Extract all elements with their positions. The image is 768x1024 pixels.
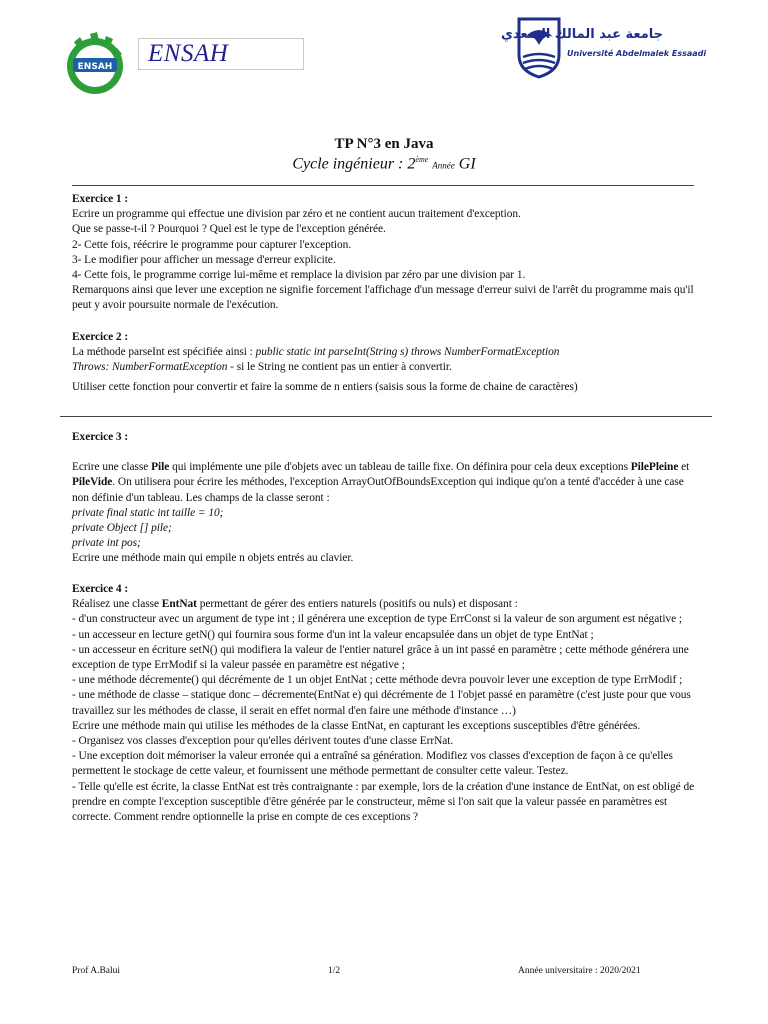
exercice-2-spec-signature: public static int parseInt(String s) throws NumberFormatException xyxy=(255,346,560,359)
exercice-3 xyxy=(72,430,700,567)
cycle-sup: ème xyxy=(415,155,429,164)
exercice-3-code-line: private Object [] pile; xyxy=(72,522,172,535)
section-divider xyxy=(60,416,712,417)
exercice-2 xyxy=(72,330,700,395)
exercice-3-heading: Exercice 3 : xyxy=(72,431,129,443)
footer-page-number: 1/2 xyxy=(328,966,341,976)
exercice-1 xyxy=(72,192,700,314)
exercice-1-line: 4- Cette fois, le programme corrige lui-même et remplace la division par zéro par une division par 1. xyxy=(72,269,526,282)
exercice-2-throws-text: - si le String ne contient pas un entier à convertir. xyxy=(227,361,452,374)
exercice-3-paragraph xyxy=(72,460,700,506)
exercice-1-line: 2- Cette fois, réécrire le programme pour capturer l'exception. xyxy=(72,238,352,251)
exercice-2-throws-line xyxy=(72,360,700,375)
exercice-4 xyxy=(72,582,700,825)
cycle-text: Cycle ingénieur : 2 xyxy=(292,155,416,173)
exercice-4-intro xyxy=(72,597,700,612)
exercice-3-text: qui implémente une pile d'objets avec un tableau de taille fixe. On définira pour cela deux exceptions xyxy=(169,461,631,474)
exercice-4-item: - Une exception doit mémoriser la valeur erronée qui a entraîné sa génération. Modifiez vos classes d'exception de façon à ce qu'elles permettent le stockage de cette valeur, et fournissent une méthode permettant de consulter cette valeur. Testez. xyxy=(72,750,673,778)
school-name: ENSAH xyxy=(148,40,229,67)
exercice-4-item: - une méthode décremente() qui décrémente de 1 un objet EntNat ; cette méthode devra pouvoir lever une exception de type ErrModif ; xyxy=(72,674,683,687)
exercice-2-throws-label: Throws: NumberFormatException xyxy=(72,361,228,374)
title-divider xyxy=(72,185,694,186)
cycle-gi: GI xyxy=(458,155,476,173)
exercice-4-item: - d'un constructeur avec un argument de type int ; il générera une exception de type ErrConst si la valeur de son argument est négative ; xyxy=(72,613,682,626)
exercice-4-item: - une méthode de classe – statique donc – décremente(EntNat e) qui décrémente de 1 l'objet passé en paramètre (c'est juste pour que vous travaillez sur les méthodes de classe, il serait en effet normal d'en faire une méthode d'instance …) xyxy=(72,689,691,717)
exercice-2-heading: Exercice 2 : xyxy=(72,331,129,343)
exercice-2-task: Utiliser cette fonction pour convertir et faire la somme de n entiers (saisis sous la forme de chaine de caractères) xyxy=(72,380,578,393)
page-title: TP N°3 en Java xyxy=(334,136,434,152)
exercice-3-text: Ecrire une classe xyxy=(72,461,152,474)
exercice-1-line: 3- Le modifier pour afficher un message d'erreur explicite. xyxy=(72,253,336,266)
university-logo xyxy=(500,15,707,79)
exercice-3-code-line: private final static int taille = 10; xyxy=(72,506,224,519)
page-subtitle xyxy=(0,155,768,173)
university-name-arabic: جامعة عبد المالك السعدي xyxy=(500,27,663,42)
ensah-logo-text: ENSAH xyxy=(77,62,113,72)
cycle-annee: Année xyxy=(432,160,455,171)
exercice-4-text: permettant de gérer des entiers naturels (positifs ou nuls) et disposant : xyxy=(196,598,518,611)
exercice-3-code-line: private int pos; xyxy=(72,537,141,550)
exercice-3-class-pile: Pile xyxy=(151,461,170,474)
exercice-1-line: Remarquons ainsi que lever une exception ne signifie forcement l'affichage d'un message d'erreur suivi de l'arrêt du programme mais qu'il peut y avoir poursuite normale de l'exécution. xyxy=(72,284,694,312)
exercice-3-text: . On utilisera pour écrire les méthodes, l'exception ArrayOutOfBoundsException qui indique qu'on a tenté d'accéder à une case non définie d'un tableau. Les champs de la classe seront : xyxy=(72,476,684,504)
exercice-4-item: - Organisez vos classes d'exception pour qu'elles dérivent toutes d'une classe ErrNat. xyxy=(72,735,454,748)
exercice-4-text: Réalisez une classe xyxy=(72,598,162,611)
university-name-latin: Université Abdelmalek Essaadi xyxy=(567,49,707,58)
ensah-logo xyxy=(60,28,130,98)
exercice-3-text: et xyxy=(678,461,690,474)
exercice-4-item: - un accesseur en lecture getN() qui fournira sous forme d'un int la valeur encapsulée dans un objet de type EntNat ; xyxy=(72,628,594,641)
exercice-1-line: Que se passe-t-il ? Pourquoi ? Quel est le type de l'exception générée. xyxy=(72,223,386,236)
exercice-1-line: Ecrire un programme qui effectue une division par zéro et ne contient aucun traitement d'exception. xyxy=(72,208,521,221)
exercice-4-item: - un accesseur en écriture setN() qui modifiera la valeur de l'entier naturel grâce à un int passé en paramètre ; cette méthode générera une exception de type ErrModif si la valeur passée en paramètre est négative ; xyxy=(72,643,689,672)
exercice-3-class-pilepleine: PilePleine xyxy=(630,461,679,474)
exercice-1-heading: Exercice 1 : xyxy=(72,193,129,205)
exercice-3-last-line: Ecrire une méthode main qui empile n objets entrés au clavier. xyxy=(72,552,354,565)
footer-academic-year: Année universitaire : 2020/2021 xyxy=(518,966,641,976)
exercice-4-item: Ecrire une méthode main qui utilise les méthodes de la classe EntNat, en capturant les exceptions susceptibles d'être générées. xyxy=(72,719,641,732)
exercice-3-class-pilevide: PileVide xyxy=(72,476,113,489)
exercice-2-spec-text: La méthode parseInt est spécifiée ainsi : xyxy=(72,346,256,359)
footer-author: Prof A.Balui xyxy=(72,966,121,976)
exercice-4-heading: Exercice 4 : xyxy=(72,583,129,595)
exercice-4-class-entnat: EntNat xyxy=(161,598,197,611)
exercice-4-item: - Telle qu'elle est écrite, la classe EntNat est très contraignante : par exemple, lors de la création d'une instance de EntNat, on est obligé de prendre en compte l'exception susceptible d'être générée par le constructeur, même si l'on sait que la valeur passée en paramètres est correcte. Comment rendre optionnelle la prise en compte de ces exceptions ? xyxy=(72,780,695,824)
university-emblem-icon xyxy=(515,15,563,79)
exercice-2-spec-line xyxy=(72,345,700,360)
